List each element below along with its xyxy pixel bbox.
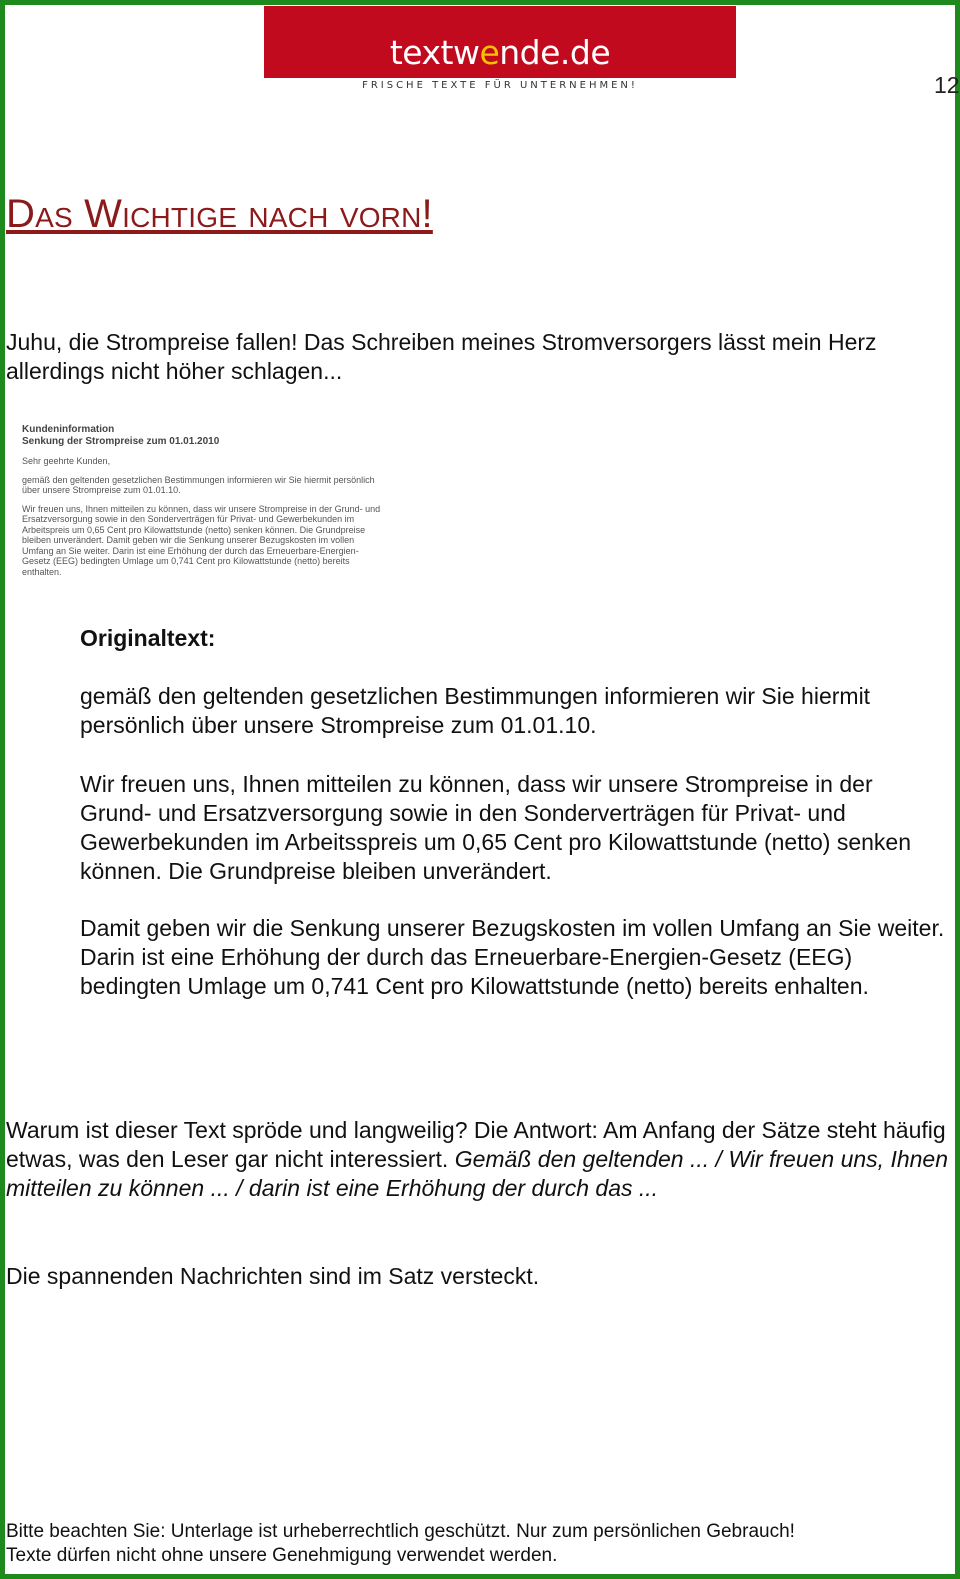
logo-text-suffix: nde.de (499, 33, 611, 72)
letter-paragraph-1: gemäß den geltenden gesetzlichen Bestimmungen informieren wir Sie hiermit persönlich über unsere Strompreise zum 01.01.10. (22, 474, 375, 495)
conclusion-paragraph: Die spannenden Nachrichten sind im Satz versteckt. (6, 1263, 540, 1289)
textwende-logo (264, 6, 736, 78)
intro-paragraph: Juhu, die Strompreise fallen! Das Schreiben meines Stromversorgers lässt mein Herz allerdings nicht höher schlagen... (6, 329, 877, 384)
footer-line-2: Texte dürfen nicht ohne unsere Genehmigung verwendet werden. (6, 1545, 558, 1566)
letter-paragraph-2: Wir freuen uns, Ihnen mitteilen zu können, dass wir unsere Strompreise in der Grund- und Ersatzversorgung sowie in den Sonderverträgen für Privat- und Gewerbekunden im Arbeitspreis um 0,65 Cent pro Kilowattstunde (netto) senken können. Die Grundpreise bleiben unverändert. Damit geben wir die Senkung unserer Bezugskosten im vollen Umfang an Sie weiter. Darin ist eine Erhöhung der durch das Erneuerbare-Energien-Gesetz (EEG) bedingten Umlage um 0,741 Cent pro Kilowattstunde (netto) bereits enthalten. (22, 503, 381, 577)
original-paragraph-2: Wir freuen uns, Ihnen mitteilen zu können, dass wir unsere Strompreise in der Grund- und Ersatzversorgung sowie in den Sonderverträgen für Privat- und Gewerbekunden im Arbeitsspreis um 0,65 Cent pro Kilowattstunde (netto) senken können. Die Grundpreise bleiben unverändert. (80, 771, 911, 884)
page-number: 12 (934, 72, 960, 98)
letter-excerpt-image (22, 424, 382, 577)
logo-text-accent: e (479, 33, 500, 72)
letter-salutation: Sehr geehrte Kunden, (22, 456, 111, 466)
original-paragraph-3: Damit geben wir die Senkung unserer Bezugskosten im vollen Umfang an Sie weiter. Darin ist eine Erhöhung der durch das Erneuerbare-Energien-Gesetz (EEG) bedingten Umlage um 0,741 Cent pro Kilowattstunde (netto) bereits enhalten. (80, 915, 945, 999)
original-text-heading: Originaltext: (80, 625, 216, 651)
page-title: Das Wichtige nach vorn! (6, 192, 433, 236)
logo-tagline: FRISCHE TEXTE FÜR UNTERNEHMEN! (362, 80, 638, 91)
original-paragraph-1: gemäß den geltenden gesetzlichen Bestimmungen informieren wir Sie hiermit persönlich über unsere Strompreise zum 01.01.10. (80, 683, 871, 738)
analysis-italic-quotes: Gemäß den geltenden ... / Wir freuen uns, Ihnen mitteilen zu können ... / darin ist eine Erhöhung der durch das ... (6, 1146, 949, 1201)
analysis-paragraph (6, 1116, 951, 1203)
footer-line-1: Bitte beachten Sie: Unterlage ist urheberrechtlich geschützt. Nur zum persönlichen Gebrauch! (6, 1521, 795, 1542)
analysis-plain-text: Warum ist dieser Text spröde und langweilig? Die Antwort: Am Anfang der Sätze steht häufig etwas, was den Leser gar nicht interessiert. (6, 1117, 946, 1172)
letter-subject: Senkung der Strompreise zum 01.01.2010 (22, 436, 220, 447)
logo-text-prefix: textw (389, 33, 480, 72)
copyright-footer (6, 1520, 946, 1568)
letter-heading: Kundeninformation (22, 424, 115, 435)
